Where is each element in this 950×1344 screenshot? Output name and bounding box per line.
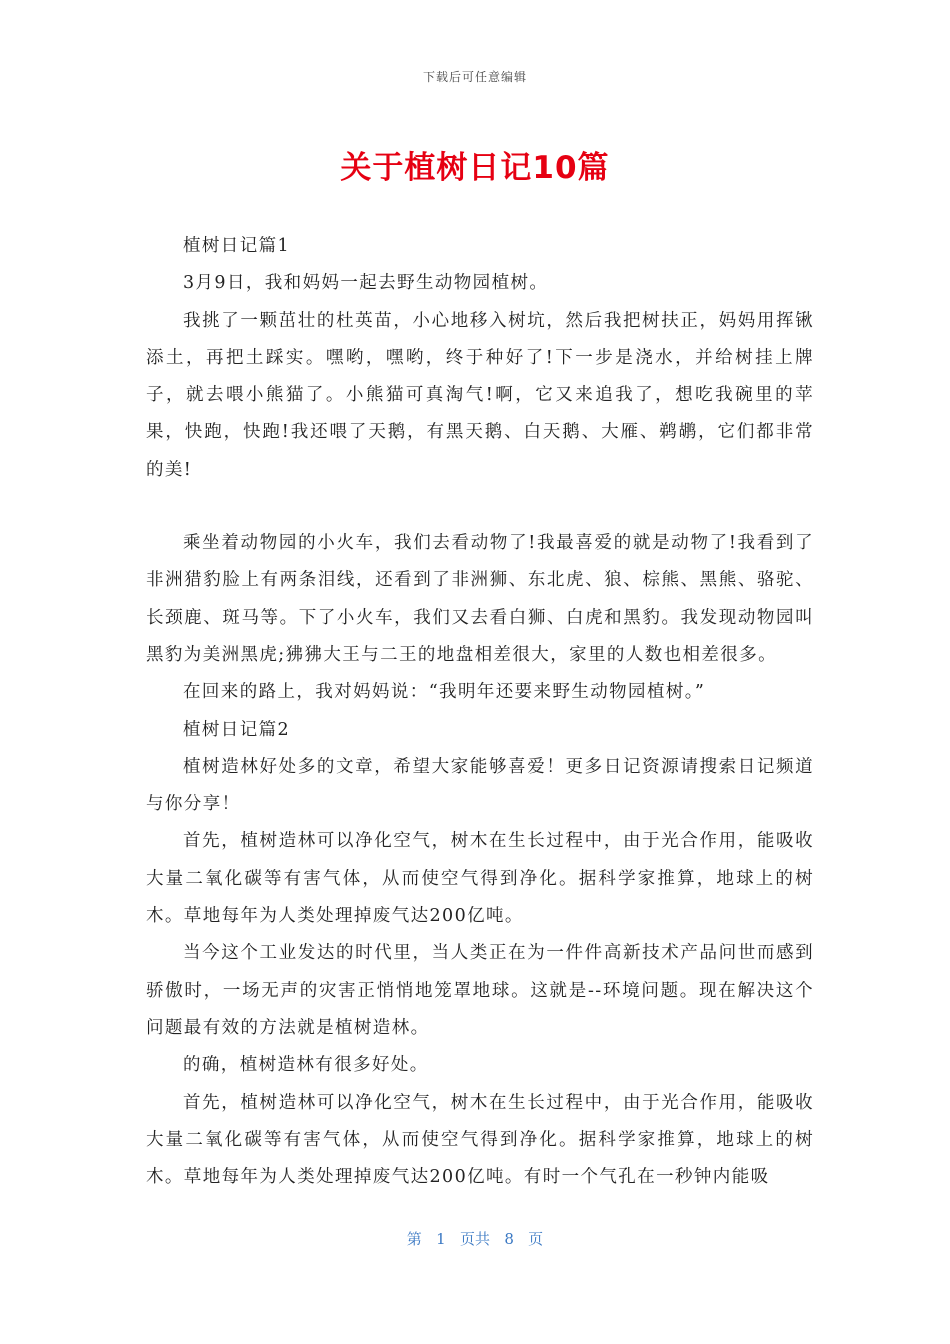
paragraph: 的确，植树造林有很多好处。 xyxy=(183,1055,429,1076)
document-title: 关于植树日记10篇 xyxy=(340,150,610,186)
paragraph: 首先，植树造林可以净化空气，树木在生长过程中，由于光合作用，能吸收大量二氧化碳等有害气体，从而使空气得到净化。据科学家推算，地球上的树木。草地每年为人类处理掉废气达200亿吨。有时一个气孔在一秒钟内能吸 xyxy=(146,1092,814,1188)
page-footer xyxy=(0,1228,950,1249)
paragraph: 3月9日，我和妈妈一起去野生动物园植树。 xyxy=(183,273,549,294)
footer-total-pages: 8 xyxy=(504,1230,514,1248)
footer-middle: 页共 xyxy=(459,1230,490,1248)
header-note: 下载后可任意编辑 xyxy=(422,70,527,84)
section-heading-2: 植树日记篇2 xyxy=(183,719,291,740)
footer-suffix: 页 xyxy=(528,1230,544,1248)
footer-page-number: 1 xyxy=(436,1230,446,1248)
paragraph: 首先，植树造林可以净化空气，树木在生长过程中，由于光合作用，能吸收大量二氧化碳等有害气体，从而使空气得到净化。据科学家推算，地球上的树木。草地每年为人类处理掉废气达200亿吨。 xyxy=(146,831,814,927)
document-body xyxy=(146,228,814,1196)
paragraph: 当今这个工业发达的时代里，当人类正在为一件件高新技术产品问世而感到骄傲时，一场无声的灾害正悄悄地笼罩地球。这就是--环境问题。现在解决这个问题最有效的方法就是植树造林。 xyxy=(146,943,814,1038)
paragraph: 在回来的路上，我对妈妈说：“我明年还要来野生动物园植树。” xyxy=(183,682,706,703)
footer-prefix: 第 xyxy=(406,1230,422,1248)
section-heading-1: 植树日记篇1 xyxy=(183,236,291,256)
paragraph: 植树造林好处多的文章，希望大家能够喜爱！更多日记资源请搜索日记频道与你分享！ xyxy=(146,756,814,815)
paragraph: 乘坐着动物园的小火车，我们去看动物了!我最喜爱的就是动物了!我看到了非洲猎豹脸上有两条泪线，还看到了非洲狮、东北虎、狼、棕熊、黑熊、骆驼、长颈鹿、斑马等。下了小火车，我们又去看白狮、白虎和黑豹。我发现动物园叫黑豹为美洲黑虎;狒狒大王与二王的地盘相差很大，家里的人数也相差很多。 xyxy=(146,533,814,665)
paragraph: 我挑了一颗茁壮的杜英苗，小心地移入树坑，然后我把树扶正，妈妈用挥锹添土，再把土踩实。嘿哟，嘿哟，终于种好了!下一步是浇水，并给树挂上牌子，就去喂小熊猫了。小熊猫可真淘气!啊，它又来追我了，想吃我碗里的苹果，快跑，快跑!我还喂了天鹅，有黑天鹅、白天鹅、大雁、鹈鹕，它们都非常的美! xyxy=(146,310,814,480)
